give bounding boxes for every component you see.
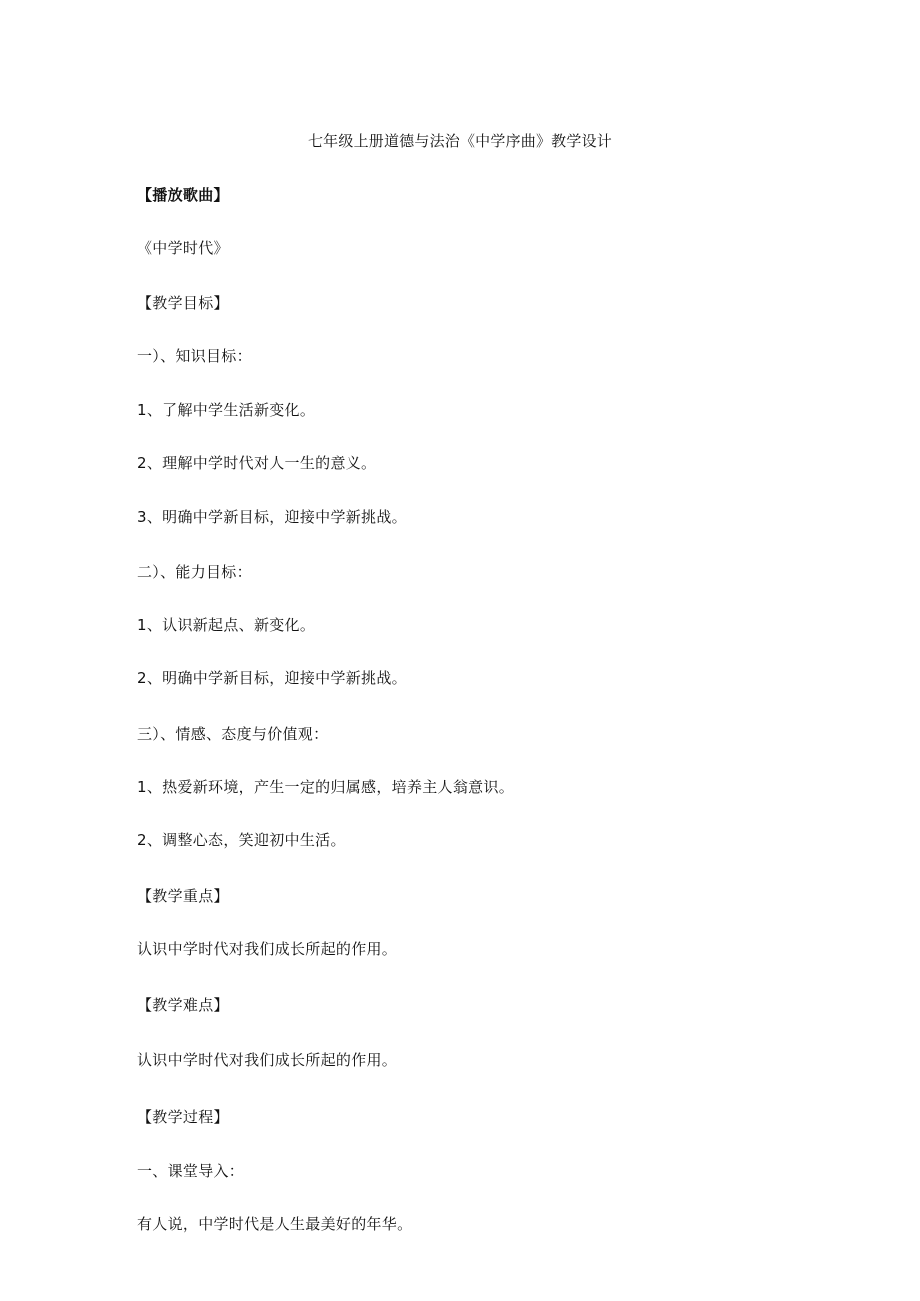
- list-item: 2、调整心态，笑迎初中生活。: [137, 831, 346, 849]
- subheading-class-intro: 一、课堂导入：: [137, 1162, 245, 1180]
- section-heading-play-song: 【播放歌曲】: [137, 186, 229, 204]
- section-heading-teaching-process: 【教学过程】: [137, 1108, 229, 1126]
- list-item: 2、明确中学新目标，迎接中学新挑战。: [137, 669, 407, 687]
- section-heading-teaching-goals: 【教学目标】: [137, 294, 229, 312]
- section-heading-key-points: 【教学重点】: [137, 887, 229, 905]
- song-title: 《中学时代》: [137, 239, 229, 257]
- list-item: 3、明确中学新目标，迎接中学新挑战。: [137, 508, 407, 526]
- subheading-ability-goals: 二）、能力目标：: [137, 563, 252, 581]
- subheading-emotion-values: 三）、情感、态度与价值观：: [137, 725, 329, 743]
- paragraph: 认识中学时代对我们成长所起的作用。: [137, 1051, 398, 1069]
- paragraph: 有人说，中学时代是人生最美好的年华。: [137, 1215, 413, 1233]
- subheading-knowledge-goals: 一）、知识目标：: [137, 347, 252, 365]
- list-item: 2、理解中学时代对人一生的意义。: [137, 454, 377, 472]
- list-item: 1、热爱新环境，产生一定的归属感，培养主人翁意识。: [137, 778, 515, 796]
- paragraph: 认识中学时代对我们成长所起的作用。: [137, 940, 398, 958]
- list-item: 1、认识新起点、新变化。: [137, 616, 316, 634]
- document-title: 七年级上册道德与法治《中学序曲》教学设计: [307, 132, 612, 150]
- list-item: 1、了解中学生活新变化。: [137, 401, 316, 419]
- section-heading-difficult-points: 【教学难点】: [137, 996, 229, 1014]
